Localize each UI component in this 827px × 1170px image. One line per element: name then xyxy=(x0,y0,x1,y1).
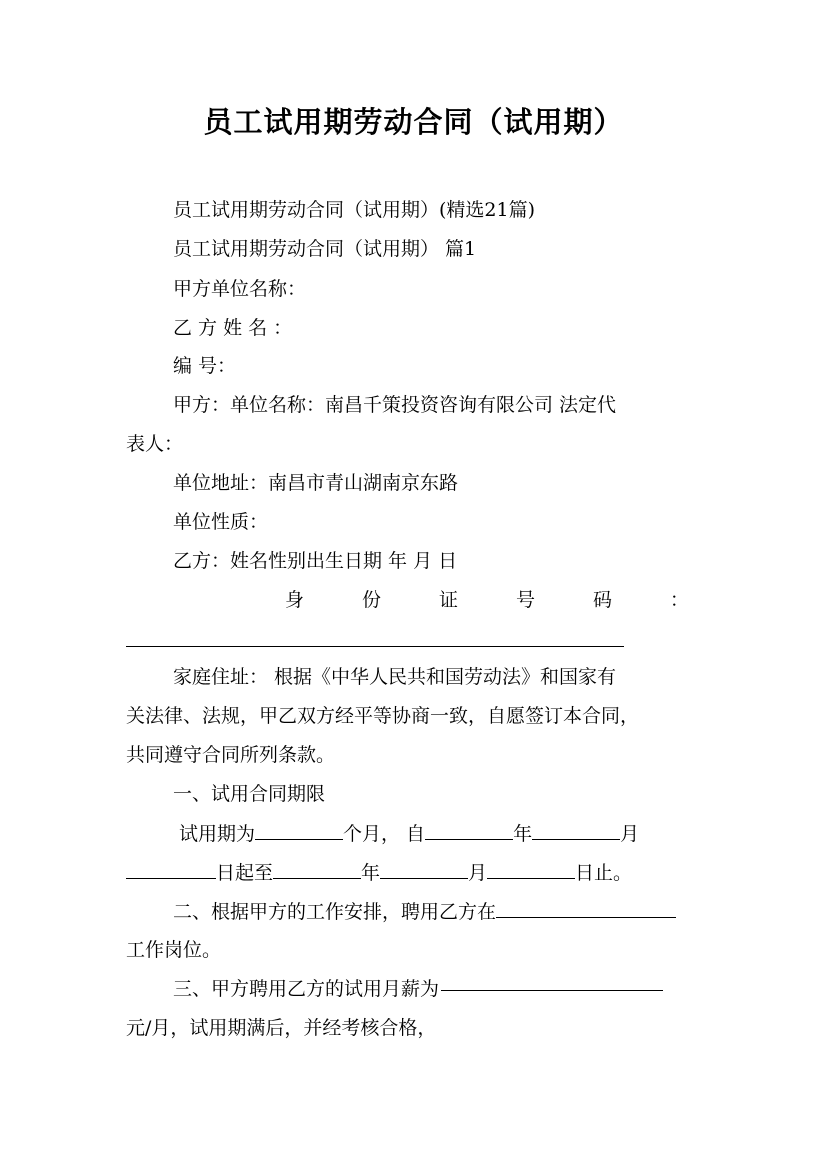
party-a-name-label: 甲方单位名称： xyxy=(173,278,307,300)
fill-blank xyxy=(380,860,468,879)
number-label: 编 号： xyxy=(173,355,237,377)
paragraph-line: 关法律、法规，甲乙双方经平等协商一致，自愿签订本合同， xyxy=(126,705,640,727)
subtitle-line: 员工试用期劳动合同（试用期）(精选21篇) xyxy=(173,199,536,221)
company-address: 单位地址：南昌市青山湖南京东路 xyxy=(173,472,459,494)
clause-3-line xyxy=(173,977,663,1001)
party-b-info: 乙方：姓名性别出生日期 年 月 日 xyxy=(173,550,458,572)
fill-blank xyxy=(441,990,663,991)
text: 试用期为 xyxy=(179,823,256,845)
text: 年 xyxy=(361,862,381,884)
company-type: 单位性质： xyxy=(173,511,269,533)
home-address-paragraph: 家庭住址： 根据《中华人民共和国劳动法》和国家有 xyxy=(173,666,617,688)
party-a-representative: 表人： xyxy=(126,433,184,455)
text: 二、根据甲方的工作安排，聘用乙方在 xyxy=(173,901,497,923)
clause-3-continuation: 元/月，试用期满后，并经考核合格， xyxy=(126,1017,437,1039)
text: 个月， 自 xyxy=(343,823,426,845)
id-char: ： xyxy=(669,589,689,611)
fill-blank xyxy=(487,860,575,879)
fill-blank xyxy=(255,821,343,840)
fill-blank xyxy=(273,860,361,879)
text: 三、甲方聘用乙方的试用月薪为 xyxy=(173,978,440,1000)
id-char: 份 xyxy=(361,589,381,611)
text: 日起至 xyxy=(216,862,274,884)
id-char: 码 xyxy=(592,589,612,611)
clause-1-heading: 一、试用合同期限 xyxy=(173,783,326,805)
clause-2-continuation: 工作岗位。 xyxy=(126,939,222,961)
id-number-blank-line xyxy=(126,646,624,647)
fill-blank xyxy=(126,860,216,879)
section-heading: 员工试用期劳动合同（试用期） 篇1 xyxy=(173,238,477,260)
fill-blank xyxy=(532,821,620,840)
party-a-company: 甲方：单位名称：南昌千策投资咨询有限公司 法定代 xyxy=(173,394,617,416)
paragraph-line: 共同遵守合同所列条款。 xyxy=(126,744,336,766)
clause-2-line xyxy=(173,899,676,924)
party-b-name-label: 乙 方 姓 名 ： xyxy=(173,317,293,339)
text: 日止。 xyxy=(575,862,633,884)
document-title: 员工试用期劳动合同（试用期） xyxy=(203,105,624,139)
probation-period-line xyxy=(179,821,639,846)
id-char: 身 xyxy=(285,589,305,611)
id-char: 证 xyxy=(438,589,458,611)
probation-dates-line xyxy=(126,860,632,885)
text: 月 xyxy=(468,862,488,884)
fill-blank xyxy=(425,821,513,840)
id-char: 号 xyxy=(515,589,535,611)
text: 年 xyxy=(513,823,533,845)
fill-blank xyxy=(496,899,676,918)
text: 月 xyxy=(620,823,640,845)
id-number-label xyxy=(285,588,689,612)
